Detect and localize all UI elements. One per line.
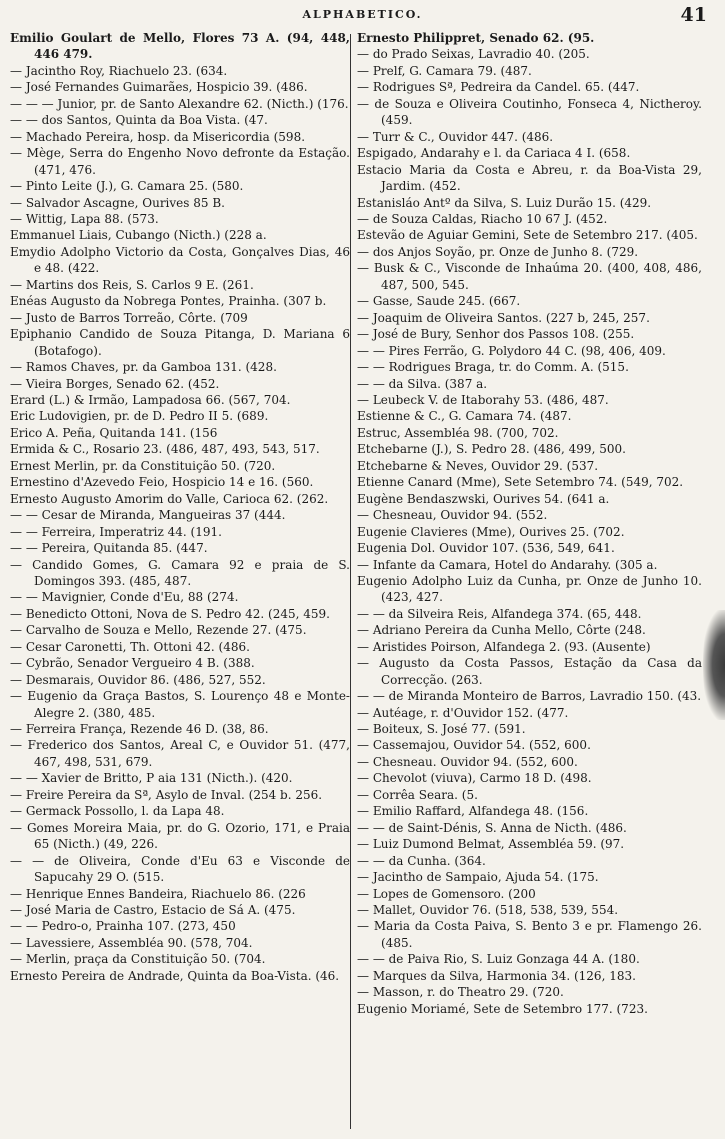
directory-entry: Estevão de Aguiar Gemini, Sete de Setembro 217. (405.	[357, 228, 698, 243]
directory-entry: Eugenia Dol. Ouvidor 107. (536, 549, 641.	[357, 541, 615, 556]
directory-entry: — Gomes Moreira Maia, pr. do G. Ozorio, 171, e Praia 65 (Nicth.) (49, 226.	[10, 820, 350, 852]
directory-entry: Eugène Bendaszwski, Ourives 54. (641 a.	[357, 491, 610, 506]
directory-entry: — Cassemajou, Ouvidor 54. (552, 600.	[357, 738, 591, 753]
directory-entry: — Ramos Chaves, pr. da Gamboa 131. (428.	[10, 360, 277, 375]
directory-entry: — Adriano Pereira da Cunha Mello, Côrte (248.	[357, 623, 646, 638]
directory-entry: — do Prado Seixas, Lavradio 40. (205.	[357, 47, 590, 62]
directory-entry: Ernesto Pereira de Andrade, Quinta da Boa-Vista. (46.	[10, 968, 340, 983]
directory-entry: — Germack Possollo, l. da Lapa 48.	[10, 804, 225, 819]
directory-entry: — Ferreira França, Rezende 46 D. (38, 86.	[10, 722, 269, 737]
directory-entry: — — — Junior, pr. de Santo Alexandre 62. (Nicth.) (176.	[10, 96, 349, 111]
directory-entry: — Chesneau, Ouvidor 94. (552.	[357, 508, 548, 523]
directory-entry: — Rodrigues Sª, Pedreira da Candel. 65. (447.	[357, 80, 640, 95]
directory-entry: — Boiteux, S. José 77. (591.	[357, 722, 526, 737]
directory-entry: Etchebarne (J.), S. Pedro 28. (486, 499, 500.	[357, 442, 626, 457]
directory-entry: Estruc, Assembléa 98. (700, 702.	[357, 425, 559, 440]
directory-entry: Ernestino d'Azevedo Feio, Hospicio 14 e 16. (560.	[10, 475, 314, 490]
directory-entry: — Freire Pereira da Sª, Asylo de Inval. (254 b. 256.	[10, 787, 323, 802]
directory-entry: — Mège, Serra do Engenho Novo defronte da Estação. (471, 476.	[10, 146, 350, 177]
directory-entry: — Emilio Raffard, Alfandega 48. (156.	[357, 804, 589, 819]
page-header	[0, 4, 725, 28]
directory-entry: — José Maria de Castro, Estacio de Sá A. (475.	[10, 903, 296, 918]
directory-entry: — Joaquim de Oliveira Santos. (227 b, 245, 257.	[357, 310, 650, 325]
directory-entry: — Frederico dos Santos, Areal C, e Ouvidor 51. (477, 467, 498, 531, 679.	[10, 738, 350, 769]
directory-entry: Estanisláo Antº da Silva, S. Luiz Durão 15. (429.	[357, 195, 652, 210]
directory-entry: Ernesto Philippret, Senado 62. (95.	[357, 31, 595, 45]
page-number: 41	[680, 4, 707, 26]
directory-entry: — Busk & C., Visconde de Inhaúma 20. (400, 408, 486, 487, 500, 545.	[357, 261, 702, 292]
directory-entry: Etchebarne & Neves, Ouvidor 29. (537.	[357, 458, 599, 473]
directory-entry: — Merlin, praça da Constituição 50. (704.	[10, 952, 266, 967]
directory-entry: Ernesto Augusto Amorim do Valle, Carioca 62. (262.	[10, 491, 329, 506]
directory-entry: — Lavessiere, Assembléa 90. (578, 704.	[10, 935, 253, 950]
directory-entry: — — Xavier de Britto, P aia 131 (Nicth.). (420.	[10, 771, 293, 786]
directory-entry: Etienne Canard (Mme), Sete Setembro 74. (549, 702.	[357, 475, 684, 490]
directory-entry: — — de Paiva Rio, S. Luiz Gonzaga 44 A. (180.	[357, 952, 640, 967]
directory-entry: — Carvalho de Souza e Mello, Rezende 27. (475.	[10, 623, 307, 638]
directory-entry: — Jacintho Roy, Riachuelo 23. (634.	[10, 63, 228, 78]
directory-entry: Eugenie Clavieres (Mme), Ourives 25. (702.	[357, 524, 625, 539]
directory-entry: — Prelf, G. Camara 79. (487.	[357, 63, 532, 78]
directory-entry: — — de Saint-Dénis, S. Anna de Nicth. (486.	[357, 820, 627, 835]
directory-entry: — Eugenio da Graça Bastos, S. Lourenço 48 e Monte-Alegre 2. (380, 485.	[10, 689, 350, 720]
directory-entry: — Luiz Dumond Belmat, Assembléa 59. (97.	[357, 837, 625, 852]
directory-entry: Eugenio Adolpho Luiz da Cunha, pr. Onze de Junho 10. (423, 427.	[357, 573, 702, 605]
directory-entry: — José Fernandes Guimarães, Hospicio 39. (486.	[10, 80, 308, 95]
directory-entry: — Maria da Costa Paiva, S. Bento 3 e pr. Flamengo 26. (485.	[357, 919, 702, 950]
column-divider	[350, 34, 351, 1129]
directory-entry: — Marques da Silva, Harmonia 34. (126, 183.	[357, 968, 636, 983]
directory-entry: Erard (L.) & Irmão, Lampadosa 66. (567, 704.	[10, 392, 291, 407]
directory-entry: — Mallet, Ouvidor 76. (518, 538, 539, 554.	[357, 903, 619, 918]
directory-entry: — — de Miranda Monteiro de Barros, Lavradio 150. (43.	[357, 689, 702, 704]
directory-entry: Estacio Maria da Costa e Abreu, r. da Boa-Vista 29, Jardim. (452.	[357, 162, 702, 194]
directory-entry: — Lopes de Gomensoro. (200	[357, 886, 536, 901]
directory-entry: — Salvador Ascagne, Ourives 85 B.	[10, 195, 225, 210]
directory-entry: — Chevolot (viuva), Carmo 18 D. (498.	[357, 771, 592, 786]
directory-entry: — Augusto da Costa Passos, Estação da Casa da Correcção. (263.	[357, 656, 702, 687]
directory-entry: — Machado Pereira, hosp. da Misericordia (598.	[10, 129, 306, 144]
directory-entry: — Turr & C., Ouvidor 447. (486.	[357, 129, 554, 144]
directory-entry: — Leubeck V. de Itaborahy 53. (486, 487.	[357, 392, 609, 407]
directory-entry: — — da Cunha. (364.	[357, 853, 486, 868]
directory-entry: — — da Silveira Reis, Alfandega 374. (65, 448.	[357, 606, 642, 621]
directory-entry: — Jacintho de Sampaio, Ajuda 54. (175.	[357, 870, 599, 885]
directory-entry: Emmanuel Liais, Cubango (Nicth.) (228 a.	[10, 228, 267, 243]
directory-entry: — — Pereira, Quitanda 85. (447.	[10, 541, 208, 556]
directory-entry: Eric Ludovigien, pr. de D. Pedro II 5. (689.	[10, 409, 269, 424]
directory-entry: Eugenio Moriamé, Sete de Setembro 177. (723.	[357, 1001, 648, 1016]
directory-entry: — Henrique Ennes Bandeira, Riachuelo 86. (226	[10, 886, 306, 901]
directory-entry: — de Souza Caldas, Riacho 10 67 J. (452.	[357, 211, 608, 226]
directory-entry: — — da Silva. (387 a.	[357, 376, 488, 391]
directory-entry: — de Souza e Oliveira Coutinho, Fonseca 4, Nictheroy. (459.	[357, 96, 702, 128]
directory-entry: — José de Bury, Senhor dos Passos 108. (255.	[357, 327, 635, 342]
directory-entry: Ermida & C., Rosario 23. (486, 487, 493, 543, 517.	[10, 442, 320, 457]
ink-blot	[703, 610, 725, 720]
directory-entry: Ernest Merlin, pr. da Constituição 50. (720.	[10, 458, 276, 473]
directory-entry: — — de Oliveira, Conde d'Eu 63 e Visconde de Sapucahy 29 O. (515.	[10, 853, 350, 885]
directory-entry: — Corrêa Seara. (5.	[357, 787, 478, 802]
directory-entry: — — Ferreira, Imperatriz 44. (191.	[10, 524, 222, 539]
directory-entry: — Vieira Borges, Senado 62. (452.	[10, 376, 220, 391]
right-column	[357, 30, 702, 1135]
directory-entry: — Cesar Caronetti, Th. Ottoni 42. (486.	[10, 639, 250, 654]
directory-entry: — — Cesar de Miranda, Mangueiras 37 (444.	[10, 508, 286, 523]
directory-entry: — Aristides Poirson, Alfandega 2. (93. (Ausente)	[357, 639, 651, 654]
directory-entry: — Martins dos Reis, S. Carlos 9 E. (261.	[10, 277, 254, 292]
directory-entry: — Masson, r. do Theatro 29. (720.	[357, 985, 564, 1000]
directory-entry: — Gasse, Saude 245. (667.	[357, 294, 521, 309]
directory-entry: — Candido Gomes, G. Camara 92 e praia de S. Domingos 393. (485, 487.	[10, 557, 350, 588]
left-column	[10, 30, 350, 1135]
running-title: ALPHABETICO.	[302, 8, 423, 21]
directory-entry: Emilio Goulart de Mello, Flores 73 A. (94, 448, 446 479.	[10, 31, 350, 62]
directory-entry: — — Pedro-o, Prainha 107. (273, 450	[10, 919, 236, 934]
directory-entry: Espigado, Andarahy e l. da Cariaca 4 I. (658.	[357, 146, 631, 161]
directory-entry: — Wittig, Lapa 88. (573.	[10, 211, 159, 226]
directory-entry: — — Rodrigues Braga, tr. do Comm. A. (515.	[357, 360, 629, 375]
directory-entry: — dos Anjos Soyão, pr. Onze de Junho 8. (729.	[357, 244, 639, 259]
directory-entry: Enéas Augusto da Nobrega Pontes, Prainha. (307 b.	[10, 294, 327, 309]
directory-entry: — Benedicto Ottoni, Nova de S. Pedro 42. (245, 459.	[10, 606, 330, 621]
directory-entry: Emydio Adolpho Victorio da Costa, Gonçalves Dias, 46 e 48. (422.	[10, 244, 350, 276]
directory-entry: — Cybrão, Senador Vergueiro 4 B. (388.	[10, 656, 255, 671]
directory-entry: — Justo de Barros Torreão, Côrte. (709	[10, 310, 248, 325]
directory-entry: — Chesneau. Ouvidor 94. (552, 600.	[357, 754, 578, 769]
directory-entry: — Autéage, r. d'Ouvidor 152. (477.	[357, 705, 569, 720]
directory-entry: — — dos Santos, Quinta da Boa Vista. (47.	[10, 113, 268, 128]
directory-entry: — Infante da Camara, Hotel do Andarahy. (305 a.	[357, 557, 658, 572]
directory-entry: Estienne & C., G. Camara 74. (487.	[357, 409, 572, 424]
directory-entry: — Desmarais, Ouvidor 86. (486, 527, 552.	[10, 672, 266, 687]
directory-entry: — Pinto Leite (J.), G. Camara 25. (580.	[10, 179, 244, 194]
directory-entry: — — Mavignier, Conde d'Eu, 88 (274.	[10, 590, 239, 605]
directory-entry: Epiphanio Candido de Souza Pitanga, D. Mariana 6 (Botafogo).	[10, 327, 350, 358]
directory-entry: Erico A. Peña, Quitanda 141. (156	[10, 425, 218, 440]
directory-entry: — — Pires Ferrão, G. Polydoro 44 C. (98, 406, 409.	[357, 343, 666, 358]
